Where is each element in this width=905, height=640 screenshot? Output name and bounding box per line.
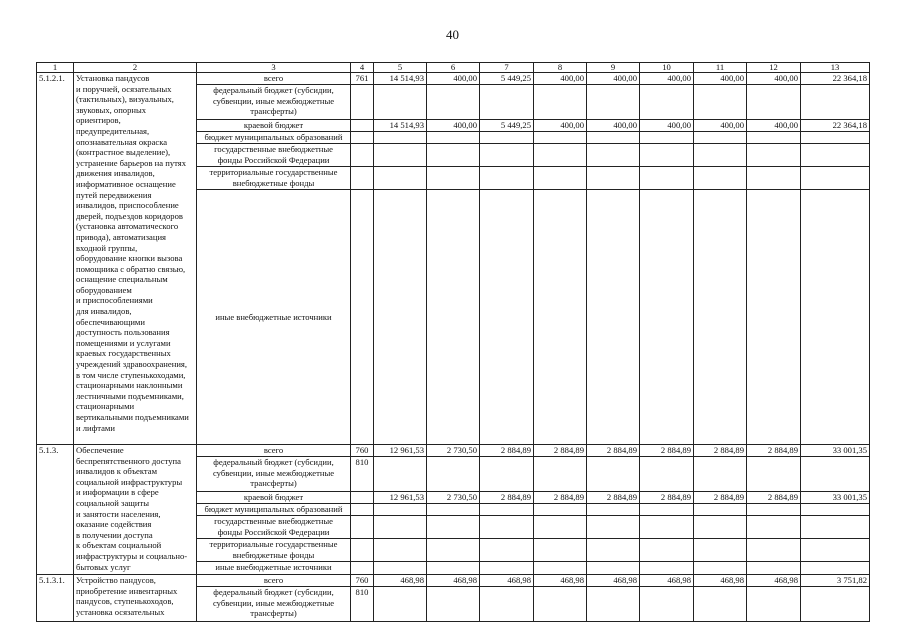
section-name-line: и поручней, осязательных <box>76 83 172 94</box>
value-cell: 400,00 <box>587 73 640 85</box>
value-cell: 2 884,89 <box>534 445 587 457</box>
value-cell <box>694 132 747 144</box>
value-cell <box>640 457 694 492</box>
section-name-line: путей передвижения <box>76 189 152 200</box>
section-name-line: входной группы, <box>76 242 138 253</box>
column-header: 1 <box>37 63 74 73</box>
value-cell <box>587 516 640 539</box>
funding-source-line: федеральный бюджет (субсидии, <box>213 457 334 467</box>
section-name-line: социальной защиты <box>76 497 150 508</box>
budget-code: 761 <box>351 73 374 85</box>
budget-code <box>351 539 374 562</box>
value-cell <box>801 562 870 575</box>
section-name-line: помещениями и услугами <box>76 337 171 348</box>
value-cell <box>747 132 801 144</box>
value-cell <box>587 85 640 120</box>
value-cell <box>427 504 480 516</box>
value-cell: 5 449,25 <box>480 120 534 132</box>
value-cell: 468,98 <box>747 575 801 587</box>
budget-code <box>351 120 374 132</box>
value-cell <box>801 539 870 562</box>
value-cell <box>480 85 534 120</box>
page-number: 40 <box>446 27 459 42</box>
value-cell <box>427 539 480 562</box>
section-name-line: Устройство пандусов, <box>76 575 156 585</box>
value-cell <box>427 457 480 492</box>
value-cell <box>747 85 801 120</box>
section-name-line: устранение барьеров на путях <box>76 157 187 168</box>
value-cell <box>801 587 870 622</box>
value-cell <box>587 562 640 575</box>
value-cell <box>801 85 870 120</box>
budget-code <box>351 504 374 516</box>
budget-code <box>351 144 374 167</box>
section-name-line: (контрастное выделение), <box>76 147 171 158</box>
value-cell <box>374 132 427 144</box>
value-cell: 2 884,89 <box>480 445 534 457</box>
value-cell <box>374 85 427 120</box>
section-name <box>74 73 197 445</box>
budget-code: 760 <box>351 575 374 587</box>
value-cell <box>587 144 640 167</box>
value-cell <box>427 167 480 190</box>
value-cell <box>640 190 694 445</box>
value-cell: 2 884,89 <box>694 445 747 457</box>
section-name-line: Обеспечение <box>76 445 124 455</box>
value-cell <box>747 144 801 167</box>
value-cell: 400,00 <box>427 73 480 85</box>
section-name <box>74 445 197 575</box>
value-cell: 33 001,35 <box>801 492 870 504</box>
section-name-line: пандусов, ступенькоходов, <box>76 596 174 607</box>
value-cell <box>534 457 587 492</box>
value-cell <box>801 457 870 492</box>
value-cell: 2 730,50 <box>427 445 480 457</box>
section-name-line: стационарными <box>76 401 135 412</box>
value-cell: 400,00 <box>640 120 694 132</box>
column-header: 9 <box>587 63 640 73</box>
value-cell <box>694 85 747 120</box>
value-cell <box>640 562 694 575</box>
value-cell: 22 364,18 <box>801 73 870 85</box>
budget-code <box>351 516 374 539</box>
funding-source-line: субвенции, иные межбюджетные <box>212 467 335 478</box>
budget-code <box>351 562 374 575</box>
value-cell <box>694 190 747 445</box>
section-name-line: и занятости населения, <box>76 508 161 519</box>
value-cell <box>427 562 480 575</box>
value-cell <box>640 144 694 167</box>
budget-code: 760 <box>351 445 374 457</box>
section-name-line: обеспечивающими <box>76 316 145 327</box>
value-cell <box>640 85 694 120</box>
value-cell <box>427 587 480 622</box>
budget-code <box>351 492 374 504</box>
section-name-line: и приспособлениями <box>76 295 153 306</box>
budget-code: 810 <box>351 587 374 622</box>
value-cell <box>801 190 870 445</box>
funding-source-line: субвенции, иные межбюджетные <box>212 95 335 106</box>
value-cell <box>534 516 587 539</box>
section-name-line: лестничными подъемниками, <box>76 390 184 401</box>
value-cell <box>801 516 870 539</box>
value-cell <box>534 144 587 167</box>
section-name-line: оснащение специальным <box>76 274 168 285</box>
value-cell <box>480 587 534 622</box>
value-cell <box>374 167 427 190</box>
value-cell <box>801 167 870 190</box>
section-name-line: социальной инфраструктуры <box>76 476 183 487</box>
value-cell <box>534 587 587 622</box>
section-name-line: к объектам социальной <box>76 540 162 551</box>
value-cell <box>694 516 747 539</box>
column-header: 7 <box>480 63 534 73</box>
value-cell <box>480 457 534 492</box>
value-cell <box>587 504 640 516</box>
section-name-line: инвалидов к объектам <box>76 466 158 477</box>
value-cell <box>534 132 587 144</box>
value-cell <box>747 562 801 575</box>
value-cell: 2 884,89 <box>480 492 534 504</box>
funding-source-line: трансферты) <box>250 608 297 619</box>
value-cell <box>640 516 694 539</box>
value-cell: 468,98 <box>427 575 480 587</box>
funding-source-line: внебюджетные фонды <box>232 177 315 188</box>
funding-source-line: федеральный бюджет (субсидии, <box>213 587 334 597</box>
value-cell <box>640 504 694 516</box>
section-name-line: бытовых услуг <box>76 561 131 572</box>
funding-source: всего <box>197 445 351 457</box>
value-cell: 468,98 <box>374 575 427 587</box>
value-cell: 2 884,89 <box>747 492 801 504</box>
value-cell: 468,98 <box>587 575 640 587</box>
value-cell <box>534 167 587 190</box>
value-cell: 468,98 <box>480 575 534 587</box>
funding-source <box>197 144 351 167</box>
column-header: 2 <box>74 63 197 73</box>
value-cell <box>587 539 640 562</box>
value-cell <box>747 587 801 622</box>
value-cell <box>694 539 747 562</box>
value-cell <box>801 144 870 167</box>
budget-code <box>351 132 374 144</box>
funding-source-line: государственные внебюджетные <box>214 516 333 526</box>
funding-source: иные внебюджетные источники <box>197 190 351 445</box>
value-cell: 400,00 <box>587 120 640 132</box>
value-cell <box>534 504 587 516</box>
column-number-row <box>37 63 870 73</box>
value-cell <box>640 132 694 144</box>
funding-source-line: внебюджетные фонды <box>232 549 315 560</box>
value-cell <box>374 587 427 622</box>
section-name-line: оборудованием <box>76 284 132 295</box>
value-cell: 400,00 <box>747 73 801 85</box>
section-name-line: доступность пользования <box>76 327 170 338</box>
value-cell: 2 884,89 <box>534 492 587 504</box>
section-name-line: в том числе ступенькоходами, <box>76 369 186 380</box>
value-cell <box>374 190 427 445</box>
section-name-line: звуковых, опорных <box>76 104 147 115</box>
table-row <box>37 445 870 457</box>
budget-code <box>351 167 374 190</box>
section-name-line: инвалидов, приспособление <box>76 200 179 211</box>
value-cell <box>480 144 534 167</box>
value-cell <box>747 167 801 190</box>
column-header: 6 <box>427 63 480 73</box>
column-header: 11 <box>694 63 747 73</box>
value-cell <box>640 587 694 622</box>
value-cell <box>480 539 534 562</box>
table-row <box>37 73 870 85</box>
section-name-line: краевых государственных <box>76 348 171 359</box>
value-cell: 2 884,89 <box>640 445 694 457</box>
value-cell <box>374 504 427 516</box>
section-name-line: оборудование кнопки вызова <box>76 253 183 264</box>
value-cell <box>427 85 480 120</box>
funding-source-line: территориальные государственные <box>209 167 338 177</box>
value-cell <box>694 562 747 575</box>
funding-source <box>197 539 351 562</box>
value-cell <box>587 457 640 492</box>
column-header: 12 <box>747 63 801 73</box>
section-name-line: информативное оснащение <box>76 178 176 189</box>
value-cell: 14 514,93 <box>374 73 427 85</box>
section-code: 5.1.2.1. <box>37 73 74 445</box>
value-cell <box>587 190 640 445</box>
section-name-line: (установка автоматического <box>76 221 179 232</box>
budget-code <box>351 85 374 120</box>
value-cell: 400,00 <box>747 120 801 132</box>
column-header: 8 <box>534 63 587 73</box>
budget-code <box>351 190 374 445</box>
funding-source: всего <box>197 73 351 85</box>
funding-source-line: фонды Российской Федерации <box>217 526 330 537</box>
funding-source <box>197 516 351 539</box>
funding-source-line: государственные внебюджетные <box>214 144 333 154</box>
section-name-line: приобретение инвентарных <box>76 585 178 596</box>
section-name-line: (тактильных), визуальных, <box>76 94 174 105</box>
value-cell <box>747 190 801 445</box>
value-cell <box>801 504 870 516</box>
funding-source: всего <box>197 575 351 587</box>
section-name-line: помощника с обратно связью, <box>76 263 186 274</box>
value-cell: 12 961,53 <box>374 445 427 457</box>
funding-source: иные внебюджетные источники <box>197 562 351 575</box>
section-name <box>74 575 197 622</box>
funding-source-line: субвенции, иные межбюджетные <box>212 597 335 608</box>
value-cell <box>427 144 480 167</box>
value-cell: 2 884,89 <box>747 445 801 457</box>
section-name-line: привода), автоматизация <box>76 231 167 242</box>
funding-source: краевой бюджет <box>197 492 351 504</box>
section-name-line: в получении доступа <box>76 529 153 540</box>
value-cell: 400,00 <box>694 120 747 132</box>
value-cell: 468,98 <box>640 575 694 587</box>
value-cell <box>747 516 801 539</box>
section-name-line: учреждений здравоохранения, <box>76 359 188 370</box>
value-cell: 12 961,53 <box>374 492 427 504</box>
value-cell <box>694 587 747 622</box>
value-cell: 5 449,25 <box>480 73 534 85</box>
value-cell <box>587 167 640 190</box>
value-cell <box>640 167 694 190</box>
value-cell: 400,00 <box>694 73 747 85</box>
funding-source-line: территориальные государственные <box>209 539 338 549</box>
column-header: 3 <box>197 63 351 73</box>
column-header: 5 <box>374 63 427 73</box>
section-name-line: ориентиров, <box>76 115 121 126</box>
value-cell <box>534 539 587 562</box>
value-cell: 2 884,89 <box>587 445 640 457</box>
column-header: 4 <box>351 63 374 73</box>
value-cell <box>747 457 801 492</box>
funding-source: бюджет муниципальных образований <box>197 132 351 144</box>
section-code: 5.1.3.1. <box>37 575 74 622</box>
funding-source-line: фонды Российской Федерации <box>217 154 330 165</box>
value-cell <box>587 587 640 622</box>
funding-source-line: трансферты) <box>250 106 297 117</box>
value-cell: 400,00 <box>640 73 694 85</box>
section-name-line: вертикальными подъемниками <box>76 412 189 422</box>
value-cell <box>427 516 480 539</box>
value-cell <box>694 504 747 516</box>
funding-source <box>197 167 351 190</box>
value-cell: 22 364,18 <box>801 120 870 132</box>
section-name-line: инфраструктуры и социально- <box>76 550 188 561</box>
value-cell: 468,98 <box>534 575 587 587</box>
funding-source <box>197 587 351 622</box>
value-cell: 2 730,50 <box>427 492 480 504</box>
value-cell <box>374 539 427 562</box>
section-name-line: беспрепятственного доступа <box>76 455 181 466</box>
value-cell <box>747 539 801 562</box>
value-cell <box>694 144 747 167</box>
section-name-line: Установка пандусов <box>76 73 150 83</box>
value-cell <box>534 190 587 445</box>
budget-code: 810 <box>351 457 374 492</box>
section-name-line: предупредительная, <box>76 125 150 136</box>
funding-source: краевой бюджет <box>197 120 351 132</box>
funding-source-line: трансферты) <box>250 478 297 489</box>
funding-source <box>197 85 351 120</box>
section-name-line: оказание содействия <box>76 519 152 530</box>
value-cell <box>747 504 801 516</box>
value-cell: 400,00 <box>534 120 587 132</box>
value-cell <box>587 132 640 144</box>
funding-source-line: федеральный бюджет (субсидии, <box>213 85 334 95</box>
value-cell: 3 751,82 <box>801 575 870 587</box>
section-code: 5.1.3. <box>37 445 74 575</box>
value-cell: 400,00 <box>534 73 587 85</box>
value-cell: 14 514,93 <box>374 120 427 132</box>
section-name-line: опознавательная окраска <box>76 136 168 147</box>
value-cell <box>374 144 427 167</box>
funding-source: бюджет муниципальных образований <box>197 504 351 516</box>
value-cell <box>694 167 747 190</box>
section-name-line: установка осязательных <box>76 606 165 617</box>
value-cell <box>480 167 534 190</box>
value-cell <box>480 504 534 516</box>
section-name-line: для инвалидов, <box>76 306 132 317</box>
budget-table <box>36 62 870 622</box>
value-cell <box>534 85 587 120</box>
value-cell: 33 001,35 <box>801 445 870 457</box>
funding-source <box>197 457 351 492</box>
value-cell <box>374 457 427 492</box>
value-cell: 2 884,89 <box>587 492 640 504</box>
value-cell: 468,98 <box>694 575 747 587</box>
section-name-line: и лифтами <box>76 422 115 433</box>
value-cell <box>480 516 534 539</box>
value-cell <box>374 562 427 575</box>
section-name-line: движения инвалидов, <box>76 168 155 179</box>
column-header: 13 <box>801 63 870 73</box>
value-cell <box>480 190 534 445</box>
value-cell <box>640 539 694 562</box>
section-name-line: дверей, подъездов коридоров <box>76 210 183 221</box>
value-cell <box>480 132 534 144</box>
value-cell: 2 884,89 <box>694 492 747 504</box>
value-cell <box>427 132 480 144</box>
value-cell: 2 884,89 <box>640 492 694 504</box>
section-name-line: и информации в сфере <box>76 487 159 498</box>
value-cell <box>534 562 587 575</box>
section-name-line: стационарными наклонными <box>76 380 183 391</box>
value-cell <box>480 562 534 575</box>
table-row <box>37 575 870 587</box>
value-cell <box>801 132 870 144</box>
column-header: 10 <box>640 63 694 73</box>
value-cell <box>694 457 747 492</box>
value-cell: 400,00 <box>427 120 480 132</box>
value-cell <box>427 190 480 445</box>
value-cell <box>374 516 427 539</box>
